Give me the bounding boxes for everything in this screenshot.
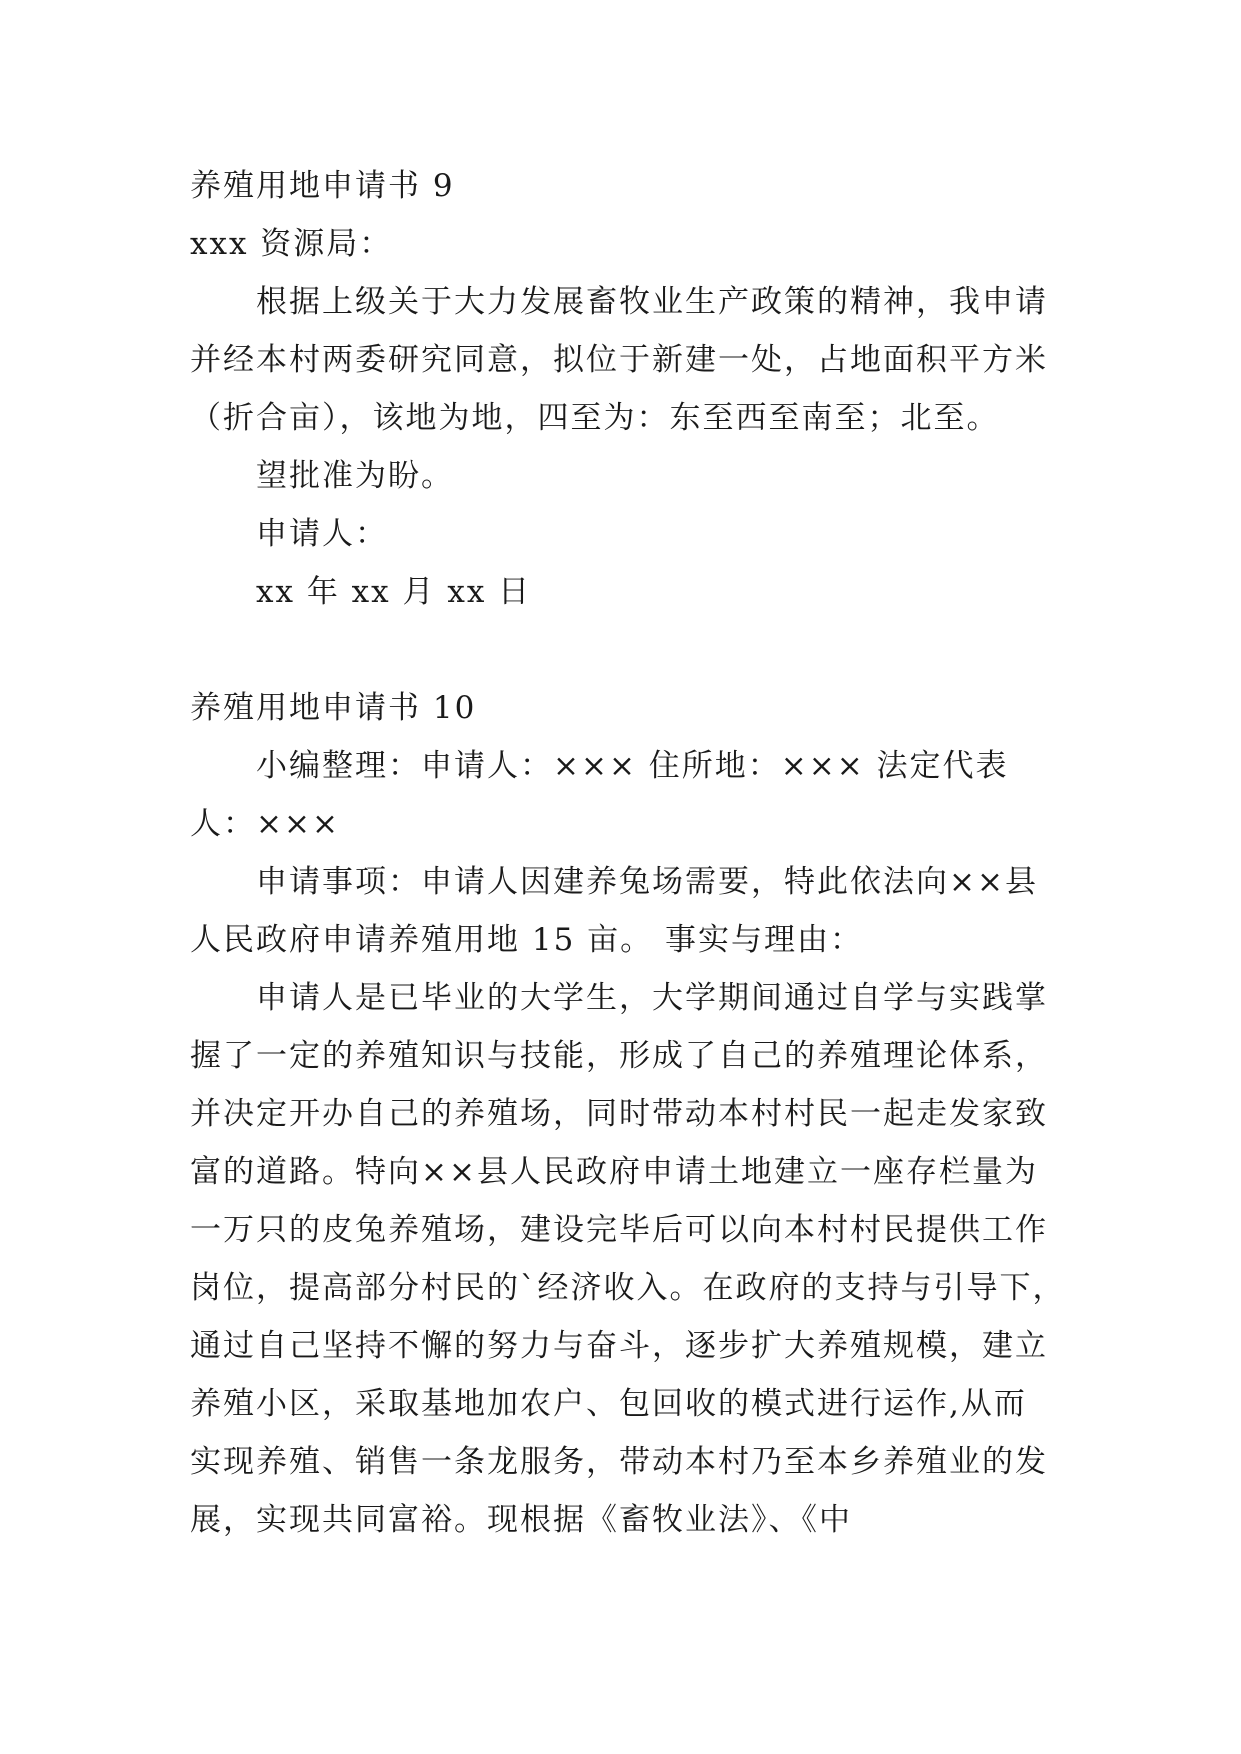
body-line: 通过自己坚持不懈的努力与奋斗，逐步扩大养殖规模，建立 [190,1328,1048,1364]
body-line: 人民政府申请养殖用地 15 亩。 事实与理由： [190,922,864,958]
body-line: 申请人是已毕业的大学生，大学期间通过自学与实践掌 [256,980,1048,1016]
applicant-label: 申请人： [256,516,388,552]
body-line: 养殖小区，采取基地加农户、包回收的模式进行运作,从而 [190,1386,1027,1422]
body-line: 一万只的皮兔养殖场，建设完毕后可以向本村村民提供工作 [190,1212,1048,1248]
body-line: （折合亩），该地为地，四至为：东至西至南至；北至。 [190,400,1000,436]
body-line: 富的道路。特向××县人民政府申请土地建立一座存栏量为 [190,1154,1038,1190]
body-line: 岗位，提高部分村民的`经济收入。在政府的支持与引导下， [190,1270,1066,1306]
section-title: 养殖用地申请书 9 [190,168,455,204]
body-line: 并决定开办自己的养殖场，同时带动本村村民一起走发家致 [190,1096,1048,1132]
body-line: 人：××× [190,806,340,842]
body-line: 小编整理：申请人：××× 住所地：××× 法定代表 [256,748,1009,784]
body-line: 握了一定的养殖知识与技能，形成了自己的养殖理论体系， [190,1038,1048,1074]
date-line: xx 年 xx 月 xx 日 [256,574,532,610]
closing-line: 望批准为盼。 [256,458,454,494]
body-line: 并经本村两委研究同意，拟位于新建一处，占地面积平方米 [190,342,1048,378]
body-line: 实现养殖、销售一条龙服务，带动本村乃至本乡养殖业的发 [190,1444,1048,1480]
body-line: 根据上级关于大力发展畜牧业生产政策的精神，我申请 [256,284,1048,320]
body-line: 展，实现共同富裕。现根据《畜牧业法》、《中 [190,1502,852,1538]
body-line: 申请事项：申请人因建养兔场需要，特此依法向××县 [256,864,1038,900]
section-title: 养殖用地申请书 10 [190,690,477,726]
salutation: xxx 资源局： [190,226,393,262]
